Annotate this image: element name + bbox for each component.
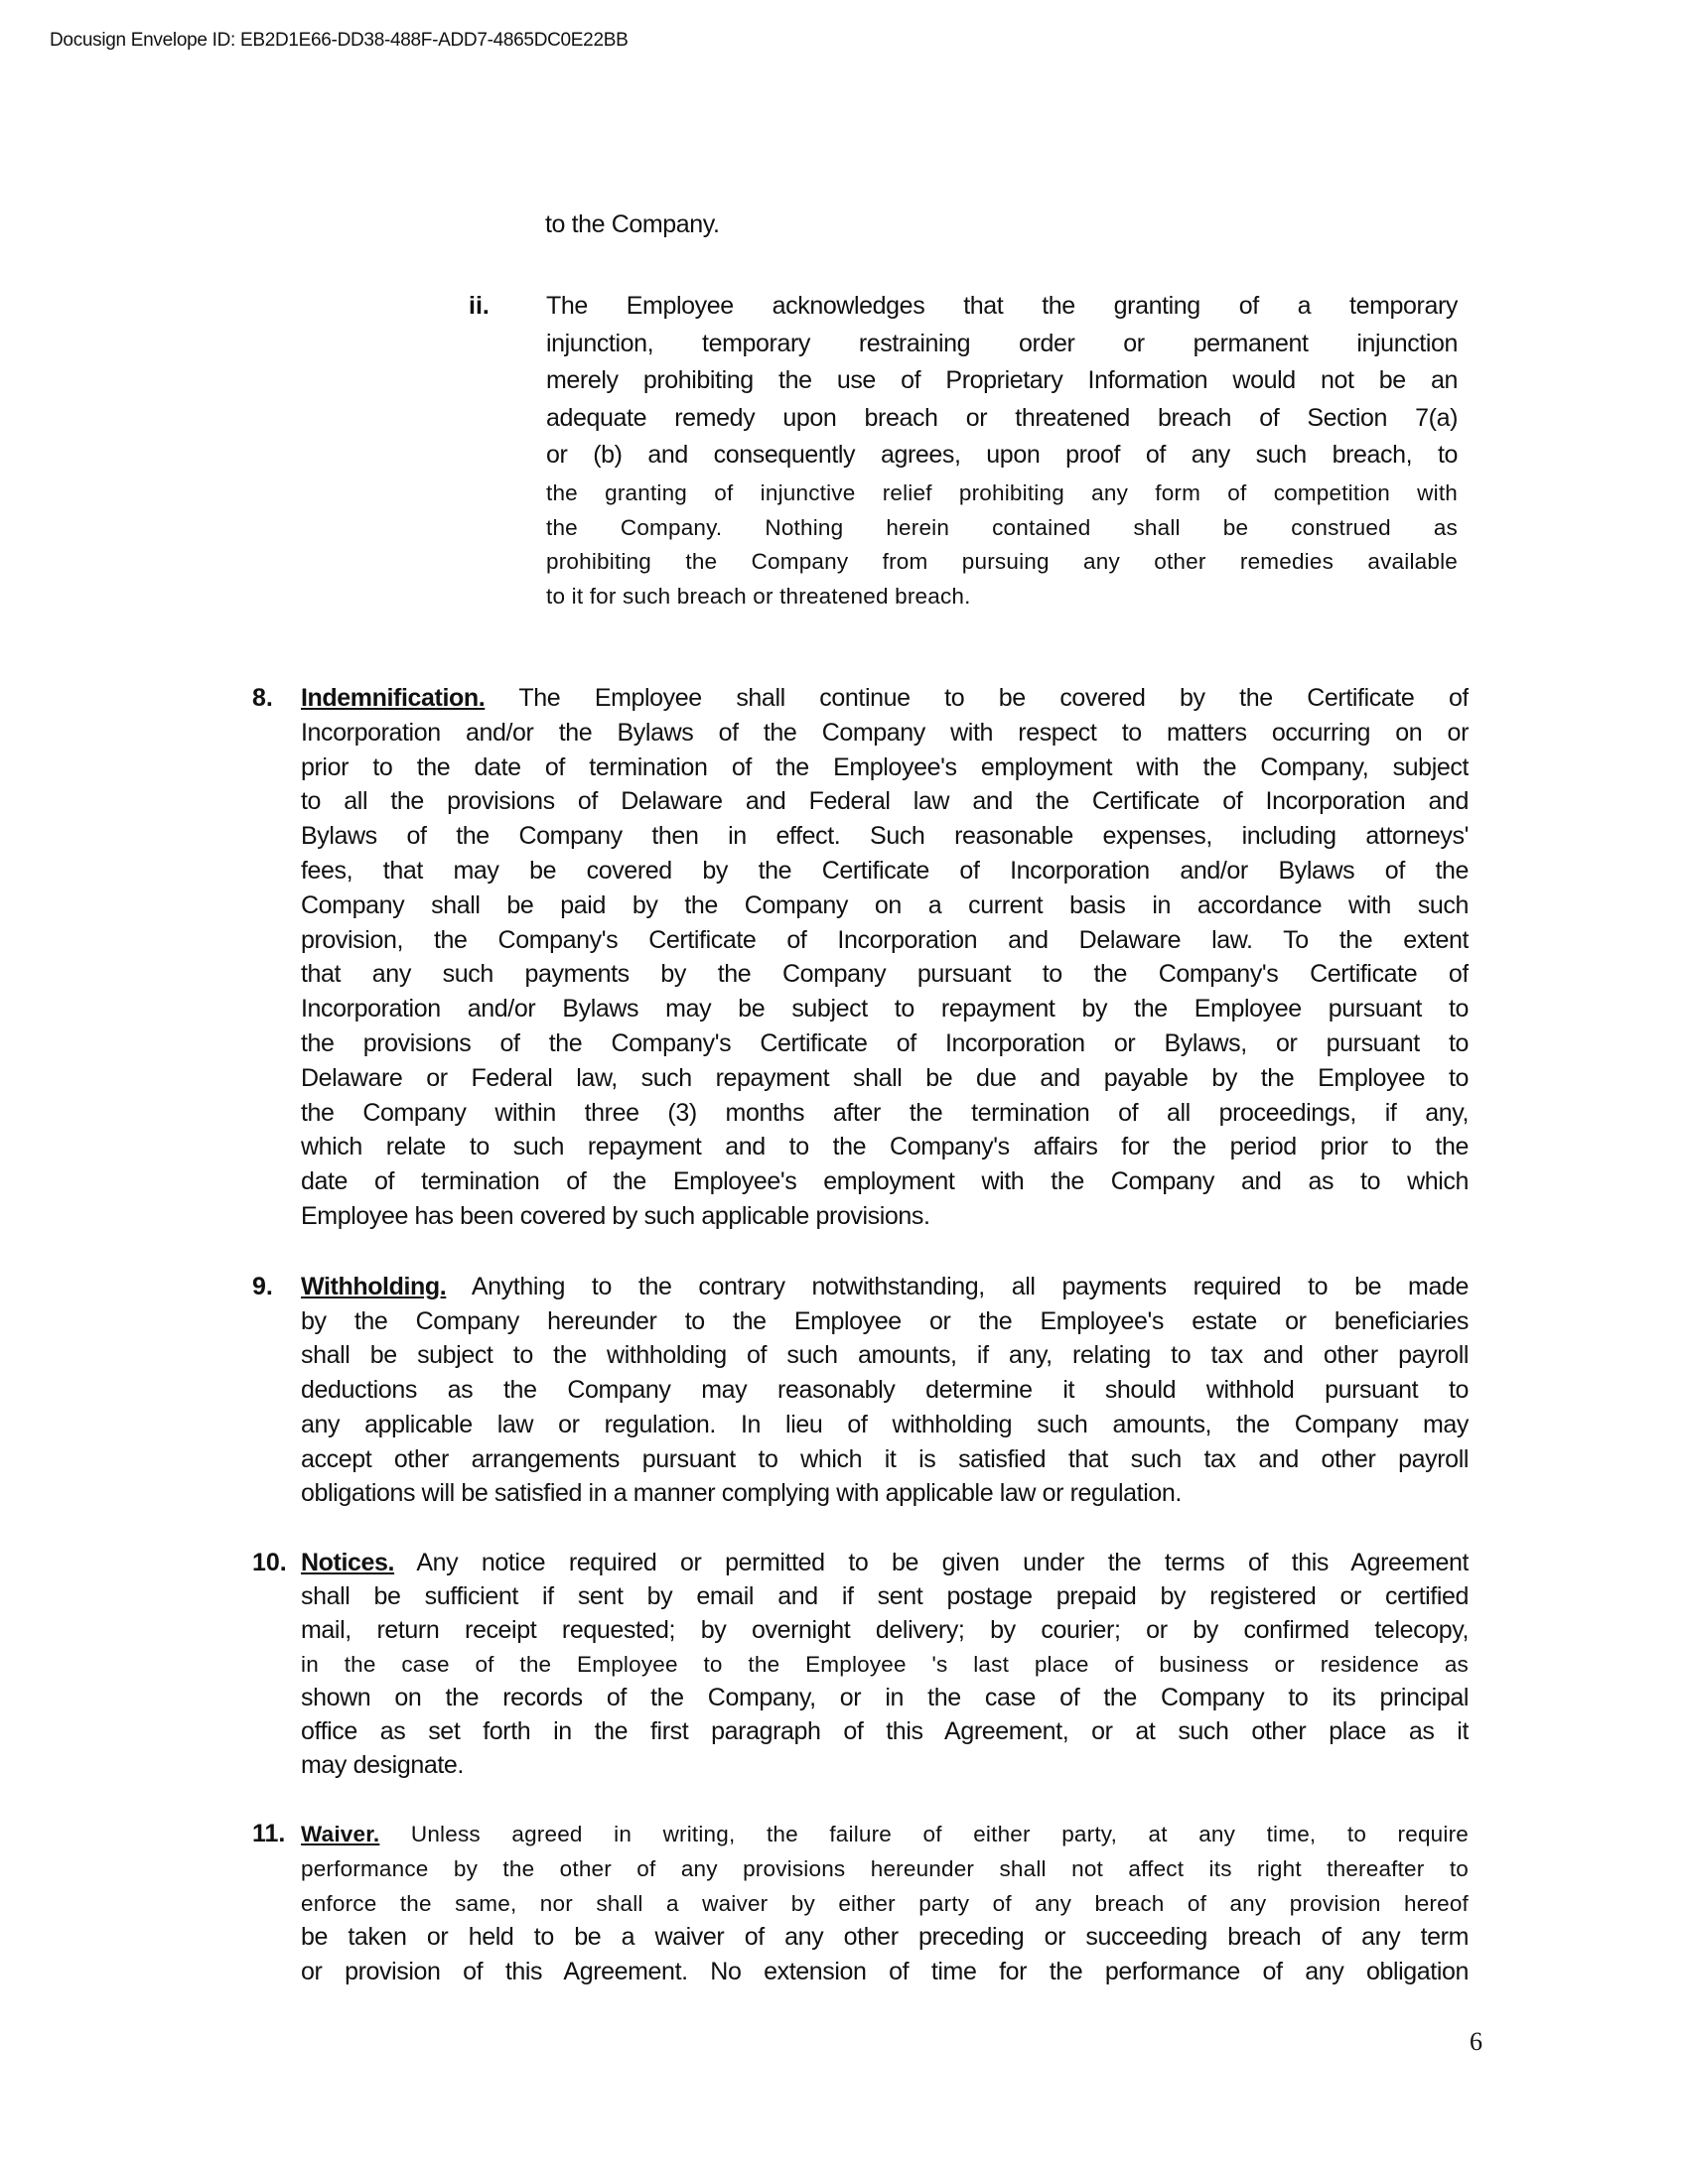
section-line: Incorporation and/or the Bylaws of the Company with respect to matters occurring on or xyxy=(301,718,1469,747)
subclause-line: the granting of injunctive relief prohibiting any form of competition with xyxy=(546,480,1458,505)
subclause-line: the Company. Nothing herein contained shall be construed as xyxy=(546,515,1458,540)
section-line: Company shall be paid by the Company on a current basis in accordance with such xyxy=(301,890,1469,919)
section-line: shall be sufficient if sent by email and if sent postage prepaid by registered or certified xyxy=(301,1582,1469,1610)
section-line: or provision of this Agreement. No extension of time for the performance of any obligation xyxy=(301,1958,1469,1986)
section-line: may designate. xyxy=(301,1751,464,1779)
section-number: 9. xyxy=(252,1273,273,1300)
section-heading: Notices. xyxy=(301,1549,395,1576)
section-line: in the case of the Employee to the Employee 's last place of business or residence as xyxy=(301,1652,1469,1677)
section-line: shall be subject to the withholding of such amounts, if any, relating to tax and other payroll xyxy=(301,1341,1469,1370)
section-line: obligations will be satisfied in a manner complying with applicable law or regulation. xyxy=(301,1479,1182,1508)
subclause-label: ii. xyxy=(469,292,490,320)
section-heading: Indemnification. xyxy=(301,684,486,712)
section-line: accept other arrangements pursuant to which it is satisfied that such tax and other payroll xyxy=(301,1444,1469,1473)
section-line: by the Company hereunder to the Employee or the Employee's estate or beneficiaries xyxy=(301,1306,1469,1335)
docusign-envelope-id: Docusign Envelope ID: EB2D1E66-DD38-488F-ADD7-4865DC0E22BB xyxy=(50,30,629,51)
section-line: any applicable law or regulation. In lieu of withholding such amounts, the Company may xyxy=(301,1410,1469,1438)
section-line: to all the provisions of Delaware and Federal law and the Certificate of Incorporation and xyxy=(301,787,1469,816)
subclause-line: prohibiting the Company from pursuing any other remedies available xyxy=(546,549,1458,574)
section-line: office as set forth in the first paragraph of this Agreement, or at such other place as it xyxy=(301,1717,1469,1745)
section-number: 11. xyxy=(252,1820,286,1847)
section-text: Unless agreed in writing, the failure of either party, at any time, to require xyxy=(410,1822,1469,1846)
section-line xyxy=(301,1546,1469,1580)
section-line: Delaware or Federal law, such repayment shall be due and payable by the Employee to xyxy=(301,1063,1469,1092)
subclause-line: merely prohibiting the use of Proprietary Information would not be an xyxy=(546,366,1458,394)
section-line: Bylaws of the Company then in effect. Such reasonable expenses, including attorneys' xyxy=(301,822,1469,851)
page-number: 6 xyxy=(1470,2027,1482,2056)
subclause-line: or (b) and consequently agrees, upon proof of any such breach, to xyxy=(546,441,1458,469)
section-line: provision, the Company's Certificate of Incorporation and Delaware law. To the extent xyxy=(301,925,1469,954)
subclause-line: The Employee acknowledges that the granting of a temporary xyxy=(546,292,1458,320)
section-line: prior to the date of termination of the Employee's employment with the Company, subject xyxy=(301,752,1469,781)
section-line: that any such payments by the Company pursuant to the Company's Certificate of xyxy=(301,960,1469,989)
section-text: The Employee shall continue to be covered by the Certificate of xyxy=(518,684,1469,712)
section-line: deductions as the Company may reasonably determine it should withhold pursuant to xyxy=(301,1376,1469,1405)
subclause-line: to it for such breach or threatened breach. xyxy=(546,584,971,609)
section-heading: Waiver. xyxy=(301,1822,380,1846)
section-line: performance by the other of any provisions hereunder shall not affect its right thereafter to xyxy=(301,1855,1469,1881)
section-line xyxy=(301,1270,1469,1304)
section-heading: Withholding. xyxy=(301,1273,447,1300)
section-text: Anything to the contrary notwithstanding, all payments required to be made xyxy=(471,1273,1469,1300)
section-line: the Company within three (3) months after the termination of all proceedings, if any, xyxy=(301,1098,1469,1127)
section-line: enforce the same, nor shall a waiver by either party of any breach of any provision hereof xyxy=(301,1890,1469,1916)
section-line: be taken or held to be a waiver of any other preceding or succeeding breach of any term xyxy=(301,1923,1469,1952)
section-line: shown on the records of the Company, or in the case of the Company to its principal xyxy=(301,1684,1469,1711)
continuation-text: to the Company. xyxy=(545,210,720,238)
section-line: Employee has been covered by such applicable provisions. xyxy=(301,1202,930,1230)
section-line: the provisions of the Company's Certificate of Incorporation or Bylaws, or pursuant to xyxy=(301,1029,1469,1057)
section-line xyxy=(301,1817,1469,1851)
section-number: 10. xyxy=(252,1549,287,1576)
section-line: date of termination of the Employee's employment with the Company and as to which xyxy=(301,1167,1469,1196)
section-line: which relate to such repayment and to the Company's affairs for the period prior to the xyxy=(301,1133,1469,1161)
section-line: fees, that may be covered by the Certificate of Incorporation and/or Bylaws of the xyxy=(301,857,1469,885)
section-line: Incorporation and/or Bylaws may be subject to repayment by the Employee pursuant to xyxy=(301,995,1469,1024)
section-text: Any notice required or permitted to be given under the terms of this Agreement xyxy=(416,1549,1469,1576)
section-number: 8. xyxy=(252,684,273,712)
section-line xyxy=(301,681,1469,716)
section-line: mail, return receipt requested; by overnight delivery; by courier; or by confirmed telecopy, xyxy=(301,1616,1469,1644)
subclause-line: injunction, temporary restraining order or permanent injunction xyxy=(546,330,1458,357)
subclause-line: adequate remedy upon breach or threatened breach of Section 7(a) xyxy=(546,404,1458,432)
